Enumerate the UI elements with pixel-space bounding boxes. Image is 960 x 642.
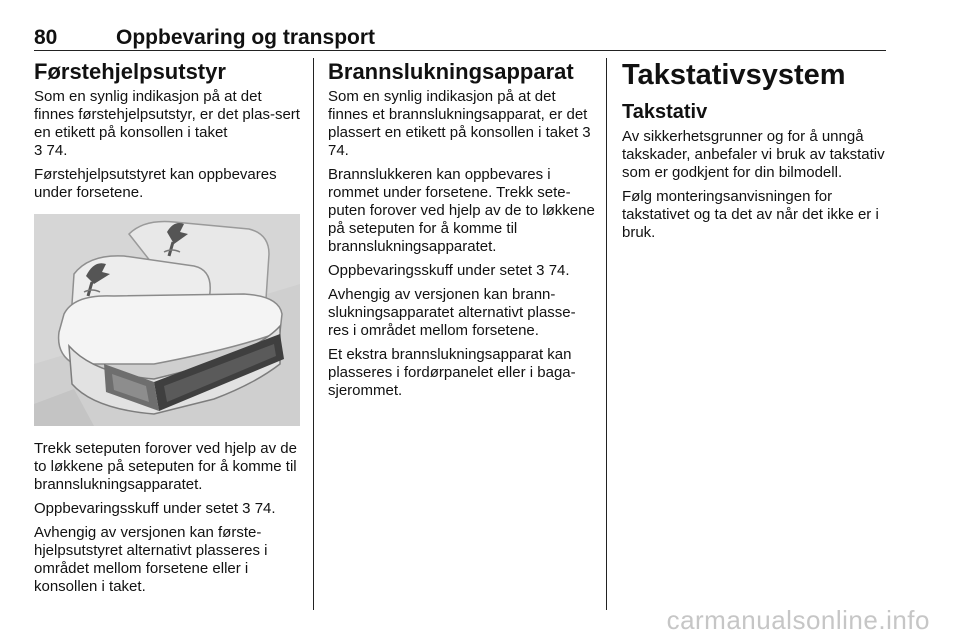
section-heading-first-aid: Førstehjelpsutstyr <box>34 59 226 84</box>
section-heading-fire-extinguisher: Brannslukningsapparat <box>328 59 574 84</box>
column-divider-2 <box>606 58 607 610</box>
column-fire-extinguisher <box>328 58 596 406</box>
paragraph: Av sikkerhetsgrunner og for å unngå takskader, anbefaler vi bruk av takstativ som er godkjent for din bilmodell. <box>622 128 885 181</box>
page-header <box>34 26 886 52</box>
paragraph: Oppbevaringsskuff under setet 3 74. <box>328 262 570 279</box>
seat-illustration <box>34 214 300 426</box>
section-heading-roof-rack-system: Takstativsystem <box>622 59 846 91</box>
paragraph: Følg monteringsanvisningen for takstativet og ta det av når det ikke er i bruk. <box>622 188 879 241</box>
paragraph: Avhengig av versjonen kan første-hjelpsutstyret alternativt plasseres i området mellom forsetene eller i konsollen i taket. <box>34 524 268 595</box>
paragraph: Førstehjelpsutstyret kan oppbevares under forsetene. <box>34 166 277 201</box>
header-rule <box>34 50 886 51</box>
watermark: carmanualsonline.info <box>666 605 930 635</box>
page-number: 80 <box>34 26 58 49</box>
paragraph: Et ekstra brannslukningsapparat kan plasseres i fordørpanelet eller i baga-sjerommet. <box>328 346 576 399</box>
subheading-roof-rack: Takstativ <box>622 101 708 123</box>
paragraph: Trekk seteputen forover ved hjelp av de to løkkene på seteputen for å komme til brannslukningsapparatet. <box>34 440 297 493</box>
paragraph: Brannslukkeren kan oppbevares i rommet under forsetene. Trekk sete-puten forover ved hjelp av de to løkkene på seteputen for å komme til brannslukningsapparatet. <box>328 166 595 255</box>
page-reference: 3 74. <box>34 142 68 159</box>
column-roof-rack <box>622 58 890 248</box>
paragraph: Som en synlig indikasjon på at det finnes førstehjelpsutstyr, er det plas-sert en etikett på konsollen i taket 3 74. <box>34 88 300 159</box>
paragraph: Oppbevaringsskuff under setet 3 74. <box>34 500 276 517</box>
column-first-aid <box>34 58 300 602</box>
running-title: Oppbevaring og transport <box>116 26 376 49</box>
column-divider-1 <box>313 58 314 610</box>
paragraph: Som en synlig indikasjon på at det finnes et brannslukningsapparat, er det plassert en etikett på konsollen i taket 3 74. <box>328 88 591 159</box>
paragraph: Avhengig av versjonen kan brann-slukningsapparatet alternativt plasse-res i området mellom forsetene. <box>328 286 576 339</box>
